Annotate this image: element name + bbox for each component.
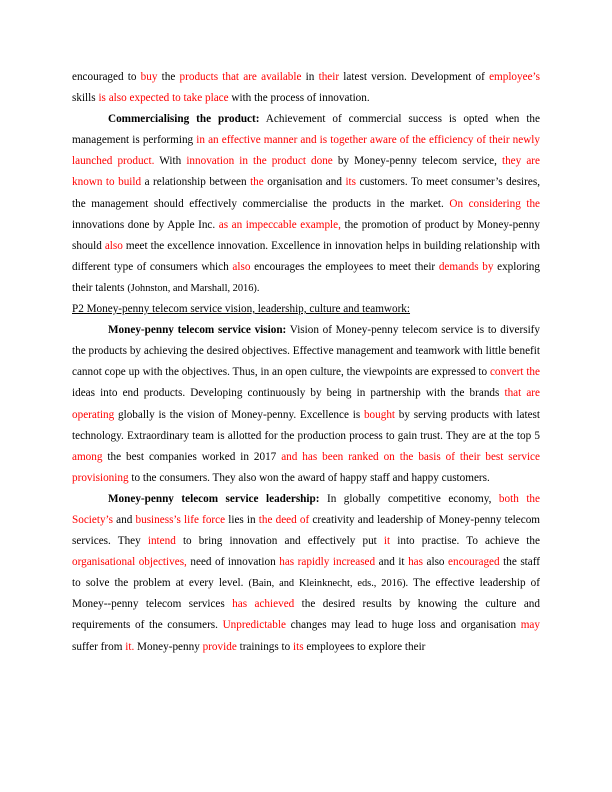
text-run: Achievement of commercial success is opted when the management is performing — [72, 113, 540, 147]
highlighted-text: bought — [363, 408, 396, 421]
highlighted-text: in an effective manner and is together aware of the efficiency of their newly launched product. — [72, 134, 540, 168]
highlighted-text: organisational objectives, — [72, 556, 187, 569]
highlighted-text: its — [293, 640, 304, 653]
text-run: by Money-penny telecom service, — [332, 155, 502, 168]
document-page — [72, 67, 540, 658]
text-run: and — [113, 513, 136, 526]
text-run: trainings to — [236, 640, 294, 653]
citation: (Bain, and Kleinknecht, eds., 2016). — [248, 578, 409, 590]
text-run: innovations done by Apple Inc. — [72, 218, 219, 231]
text-run: suffer from — [72, 640, 126, 653]
highlighted-text: convert the — [489, 366, 540, 379]
highlighted-text: demands by — [438, 260, 494, 273]
text-run: by serving products with latest technology. Extraordinary team is allotted for the production process to gain trust. They are at the top 5 — [72, 408, 540, 442]
text-run: The effective leadership of Money--penny telecom services — [72, 577, 540, 611]
highlighted-text: employee’s — [489, 71, 541, 83]
text-run: Money-penny — [134, 640, 203, 653]
text-run: the promotion of product by Money-penny should — [72, 218, 540, 252]
text-run: also — [422, 556, 449, 569]
highlighted-text: has achieved — [232, 598, 295, 611]
text-run: latest version. Development of — [339, 71, 490, 83]
text-run: encourages the employees to meet their — [250, 260, 439, 273]
para-innovation-continued — [72, 67, 540, 109]
citation: (Johnston, and Marshall, 2016). — [127, 282, 260, 294]
text-run: a relationship between — [141, 176, 251, 189]
text-run: to the consumers. They also won the award of happy staff and happy customers. — [128, 471, 490, 484]
highlighted-text: its — [345, 176, 357, 189]
highlighted-text: as an impeccable example, — [218, 218, 341, 231]
text-run: in — [301, 71, 319, 83]
text-run: meet the excellence innovation. Excellence in innovation helps in building relationship with different type of consumers which — [72, 239, 540, 273]
text-run: globally is the vision of Money-penny. Excellence is — [114, 408, 364, 421]
highlighted-text: innovation in the product done — [186, 155, 333, 168]
highlighted-text: products that are available — [179, 71, 302, 83]
text-run: into practise. To achieve the — [390, 535, 540, 548]
paragraph-lead-in: Money-penny telecom service leadership: — [108, 492, 320, 505]
para-leadership — [72, 489, 540, 658]
text-run: to bring innovation and effectively put — [175, 535, 384, 548]
highlighted-text: both the Society’s — [72, 492, 540, 526]
text-run: Vision of Money-penny telecom service is to diversify the products by achieving the desired objectives. Effective management and teamwork with little benefit cannot cope up with the objectives. Thus, in an open culture, the viewpoints are expressed to — [72, 324, 541, 379]
text-run: customers. To meet consumer’s desires, the management should effectively commercialise the products in the market. — [72, 176, 540, 210]
paragraph-lead-in: Money-penny telecom service vision: — [108, 324, 287, 337]
para-vision — [72, 320, 540, 489]
paragraph-lead-in: Commercialising the product: — [108, 113, 260, 126]
text-run: organisation and — [263, 176, 346, 189]
text-run: the staff to solve the problem at every level. — [72, 556, 540, 590]
text-run: the best companies worked in 2017 — [102, 450, 282, 463]
text-run: In globally competitive economy, — [319, 492, 499, 505]
text-run: exploring their talents — [72, 260, 540, 294]
highlighted-text: also — [232, 260, 251, 273]
highlighted-text: encouraged — [448, 556, 500, 569]
text-run: with the process of innovation. — [228, 92, 370, 105]
text-run: creativity and leadership of Money-penny telecom services. They — [72, 513, 541, 548]
highlighted-text: also — [104, 239, 123, 252]
highlighted-text: and has been ranked on the basis of their best service provisioning — [72, 450, 540, 484]
section-heading-p2 — [72, 299, 540, 320]
highlighted-text: they are known to build — [72, 155, 540, 189]
highlighted-text: that are operating — [72, 387, 540, 421]
highlighted-text: buy — [140, 71, 158, 83]
text-run: lies in — [225, 513, 259, 526]
text-run: the — [157, 71, 180, 83]
text-run: and it — [375, 556, 409, 569]
text-run: ideas into end products. Developing continuously by being in partnership with the brands — [72, 387, 505, 400]
highlighted-text: has rapidly increased — [279, 556, 376, 569]
highlighted-text: intend — [147, 535, 176, 548]
highlighted-text: it — [383, 535, 391, 548]
highlighted-text: may — [520, 619, 540, 632]
highlighted-text: it. — [125, 640, 135, 653]
para-commercialising — [72, 109, 540, 299]
text-run: With — [154, 155, 187, 168]
highlighted-text: is also expected to take place — [98, 92, 229, 105]
highlighted-text: the — [250, 176, 264, 189]
text-run: changes may lead to huge loss and organisation — [285, 619, 521, 632]
text-run: encouraged to — [72, 71, 141, 83]
highlighted-text: among — [72, 450, 103, 463]
highlighted-text: the deed of — [258, 513, 310, 526]
highlighted-text: business’s life force — [135, 513, 226, 526]
text-run: need of innovation — [186, 556, 280, 569]
highlighted-text: On considering the — [449, 197, 540, 210]
text-run: employees to explore their — [303, 640, 426, 653]
highlighted-text: their — [318, 71, 340, 83]
highlighted-text: has — [408, 556, 423, 569]
text-run: skills — [72, 92, 99, 105]
highlighted-text: provide — [202, 640, 237, 653]
text-run: the desired results by knowing the culture and requirements of the consumers. — [72, 598, 540, 632]
text-run: P2 Money-penny telecom service vision, leadership, culture and teamwork: — [72, 303, 411, 316]
highlighted-text: Unpredictable — [222, 619, 286, 632]
